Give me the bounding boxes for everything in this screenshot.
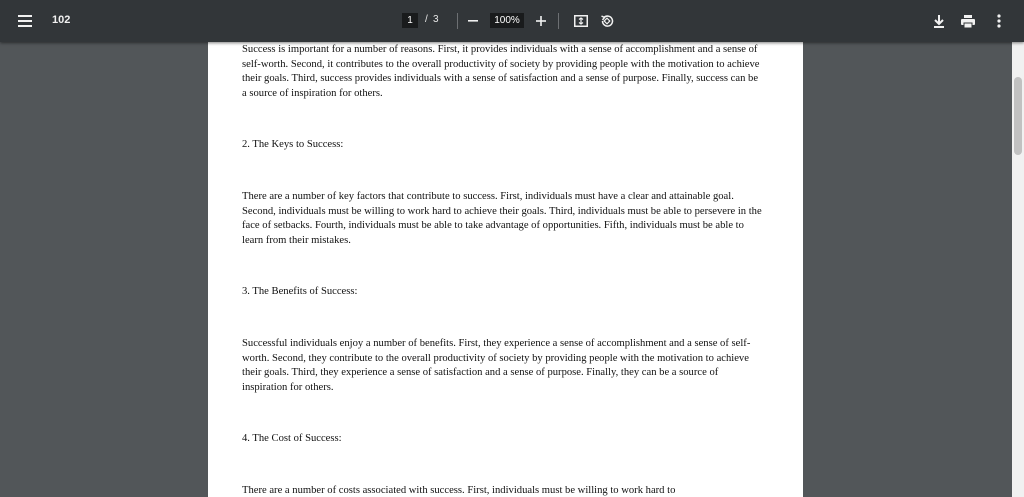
section-heading: 3. The Benefits of Success: — [242, 286, 358, 298]
paragraph: There are a number of costs associated with success. First, individuals must be willing to work hard to — [242, 484, 676, 496]
paragraph: There are a number of key factors that contribute to success. First, individuals must have a clear and attainable goal. Second, individuals must be willing to work hard to achieve their goals. Third, individuals must be able to persevere in the face of setbacks. Fourth, individuals must be able to take advantage of opportunities. Fifth, individuals must be able to learn from their mistakes. — [242, 190, 762, 246]
section-heading: 2. The Keys to Success: — [242, 139, 344, 151]
toolbar-divider — [457, 13, 458, 29]
section-heading: 4. The Cost of Success: — [242, 433, 342, 445]
download-icon[interactable] — [930, 12, 948, 30]
menu-icon[interactable] — [14, 11, 36, 31]
page-text — [242, 43, 762, 497]
print-icon[interactable] — [959, 12, 977, 30]
fit-to-page-icon[interactable] — [572, 12, 590, 30]
page-total: 3 — [433, 14, 439, 25]
pdf-viewer[interactable] — [0, 42, 1012, 497]
page-number-input[interactable]: 1 — [402, 13, 418, 28]
document-title: 102 — [52, 14, 71, 26]
zoom-level-input[interactable]: 100% — [490, 13, 524, 28]
toolbar-divider — [558, 13, 559, 29]
page-separator: / — [425, 14, 428, 25]
paragraph: Successful individuals enjoy a number of benefits. First, they experience a sense of accomplishment and a sense of self-worth. Second, they contribute to the overall productivity of society by providing people with the motivation to achieve their goals. Third, they experience a sense of satisfaction and a sense of purpose. Finally, they can be a source of inspiration for others. — [242, 337, 751, 393]
paragraph: Success is important for a number of reasons. First, it provides individuals with a sense of accomplishment and a sense of self-worth. Second, it contributes to the overall productivity of society by providing people with the motivation to achieve their goals. Third, success provides individuals with a sense of satisfaction and a sense of purpose. Finally, success can be a source of inspiration for others. — [242, 44, 760, 99]
scrollbar-thumb[interactable] — [1014, 77, 1022, 155]
zoom-out-icon[interactable] — [464, 12, 482, 30]
more-vert-icon[interactable] — [990, 12, 1008, 30]
pdf-page — [208, 42, 803, 497]
pdf-toolbar — [0, 0, 1024, 42]
rotate-icon[interactable] — [598, 12, 616, 30]
zoom-in-icon[interactable] — [532, 12, 550, 30]
